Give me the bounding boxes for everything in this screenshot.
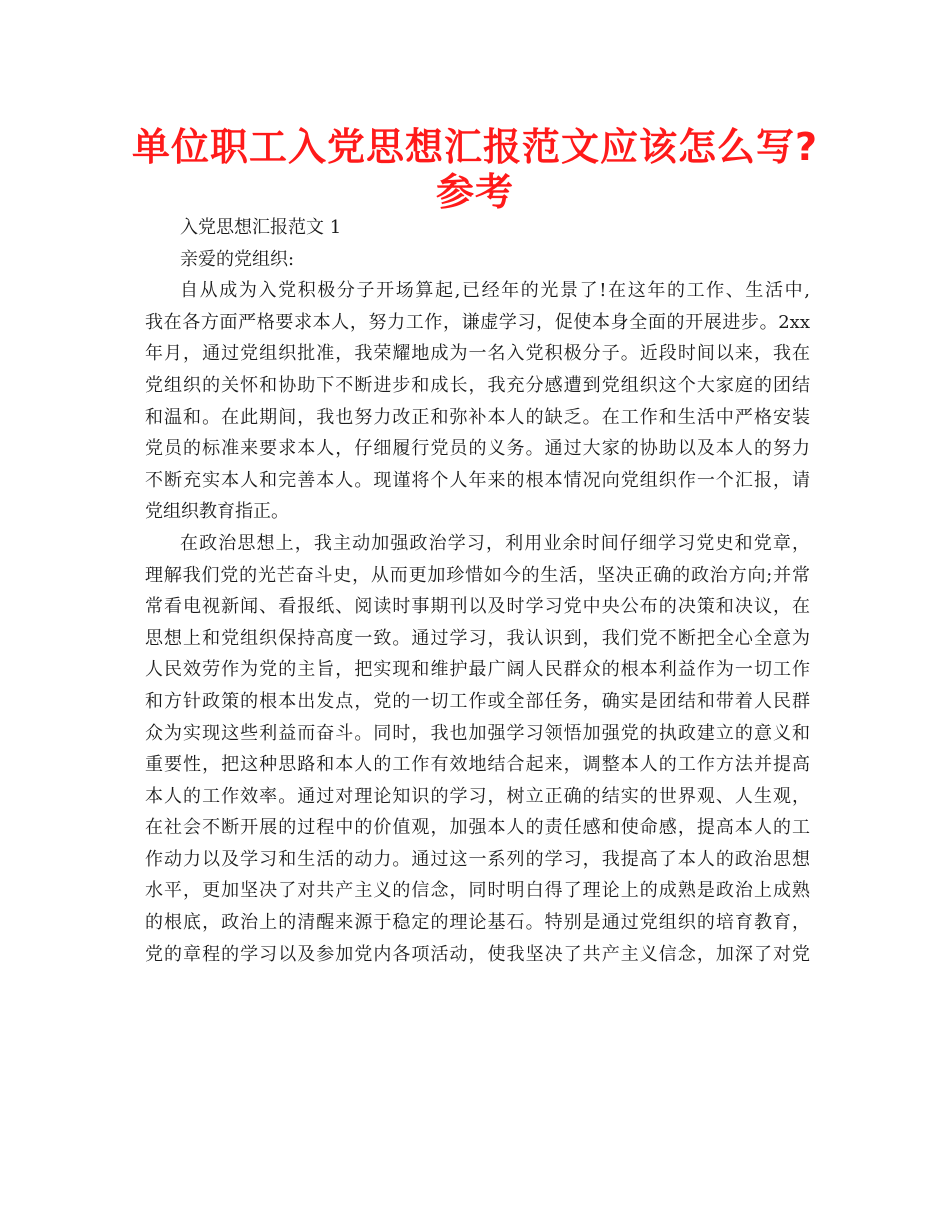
paragraph-line: 和温和。在此期间，我也努力改正和弥补本人的缺乏。在工作和生活中严格安装: [145, 406, 810, 428]
paragraph-line: 党员的标准来要求本人，仔细履行党员的义务。通过大家的协助以及本人的努力: [145, 438, 810, 460]
paragraph-line: 我在各方面严格要求本人，努力工作，谦虚学习，促使本身全面的开展进步。2xx: [145, 311, 810, 333]
paragraph-line: 自从成为入党积极分子开场算起,已经年的光景了!在这年的工作、生活中,: [180, 280, 810, 302]
paragraph-line: 不断充实本人和完善本人。现谨将个人年来的根本情况向党组织作一个汇报，请: [145, 469, 810, 491]
paragraph-1: [145, 275, 810, 528]
paragraph-line: 和方针政策的根本出发点，党的一切工作或全部任务，确实是团结和带着人民群: [145, 690, 810, 712]
document-body: [145, 212, 810, 970]
paragraph-line: 的根底，政治上的清醒来源于稳定的理论基石。特别是通过党组织的培育教育，: [145, 912, 810, 934]
paragraph-line: 水平，更加坚决了对共产主义的信念，同时明白得了理论上的成熟是政治上成熟: [145, 880, 810, 902]
paragraph-line: 本人的工作效率。通过对理论知识的学习，树立正确的结实的世界观、人生观，: [145, 785, 810, 807]
document-title-line-2: 参考: [435, 170, 514, 214]
paragraph-line: 作动力以及学习和生活的动力。通过这一系列的学习，我提高了本人的政治思想: [145, 848, 810, 870]
document-title-line-1: 单位职工入党思想汇报范文应该怎么写?: [131, 125, 819, 169]
paragraph-2: [145, 528, 810, 970]
paragraph-line: 在社会不断开展的过程中的价值观，加强本人的责任感和使命感，提高本人的工: [145, 817, 810, 839]
section-subtitle: 入党思想汇报范文 1: [180, 217, 342, 238]
paragraph-line: 年月，通过党组织批准，我荣耀地成为一名入党积极分子。近段时间以来，我在: [145, 343, 810, 365]
paragraph-line: 党组织教育指正。: [145, 501, 289, 523]
paragraph-line: 理解我们党的光芒奋斗史，从而更加珍惜如今的生活，坚决正确的政治方向;并常: [145, 564, 810, 586]
paragraph-line: 党组织的关怀和协助下不断进步和成长，我充分感遭到党组织这个大家庭的团结: [145, 374, 810, 396]
paragraph-line: 常看电视新闻、看报纸、阅读时事期刊以及时学习党中央公布的决策和决议，在: [145, 596, 810, 618]
paragraph-line: 在政治思想上，我主动加强政治学习，利用业余时间仔细学习党史和党章，: [180, 532, 810, 554]
paragraph-line: 重要性，把这种思路和本人的工作有效地结合起来，调整本人的工作方法并提高: [145, 754, 810, 776]
paragraph-line: 党的章程的学习以及参加党内各项活动，使我坚决了共产主义信念，加深了对党: [145, 943, 810, 965]
salutation: 亲爱的党组织:: [180, 248, 295, 270]
paragraph-line: 思想上和党组织保持高度一致。通过学习，我认识到，我们党不断把全心全意为: [145, 627, 810, 649]
paragraph-line: 人民效劳作为党的主旨，把实现和维护最广阔人民群众的根本利益作为一切工作: [145, 659, 810, 681]
paragraph-line: 众为实现这些利益而奋斗。同时，我也加强学习领悟加强党的执政建立的意义和: [145, 722, 810, 744]
